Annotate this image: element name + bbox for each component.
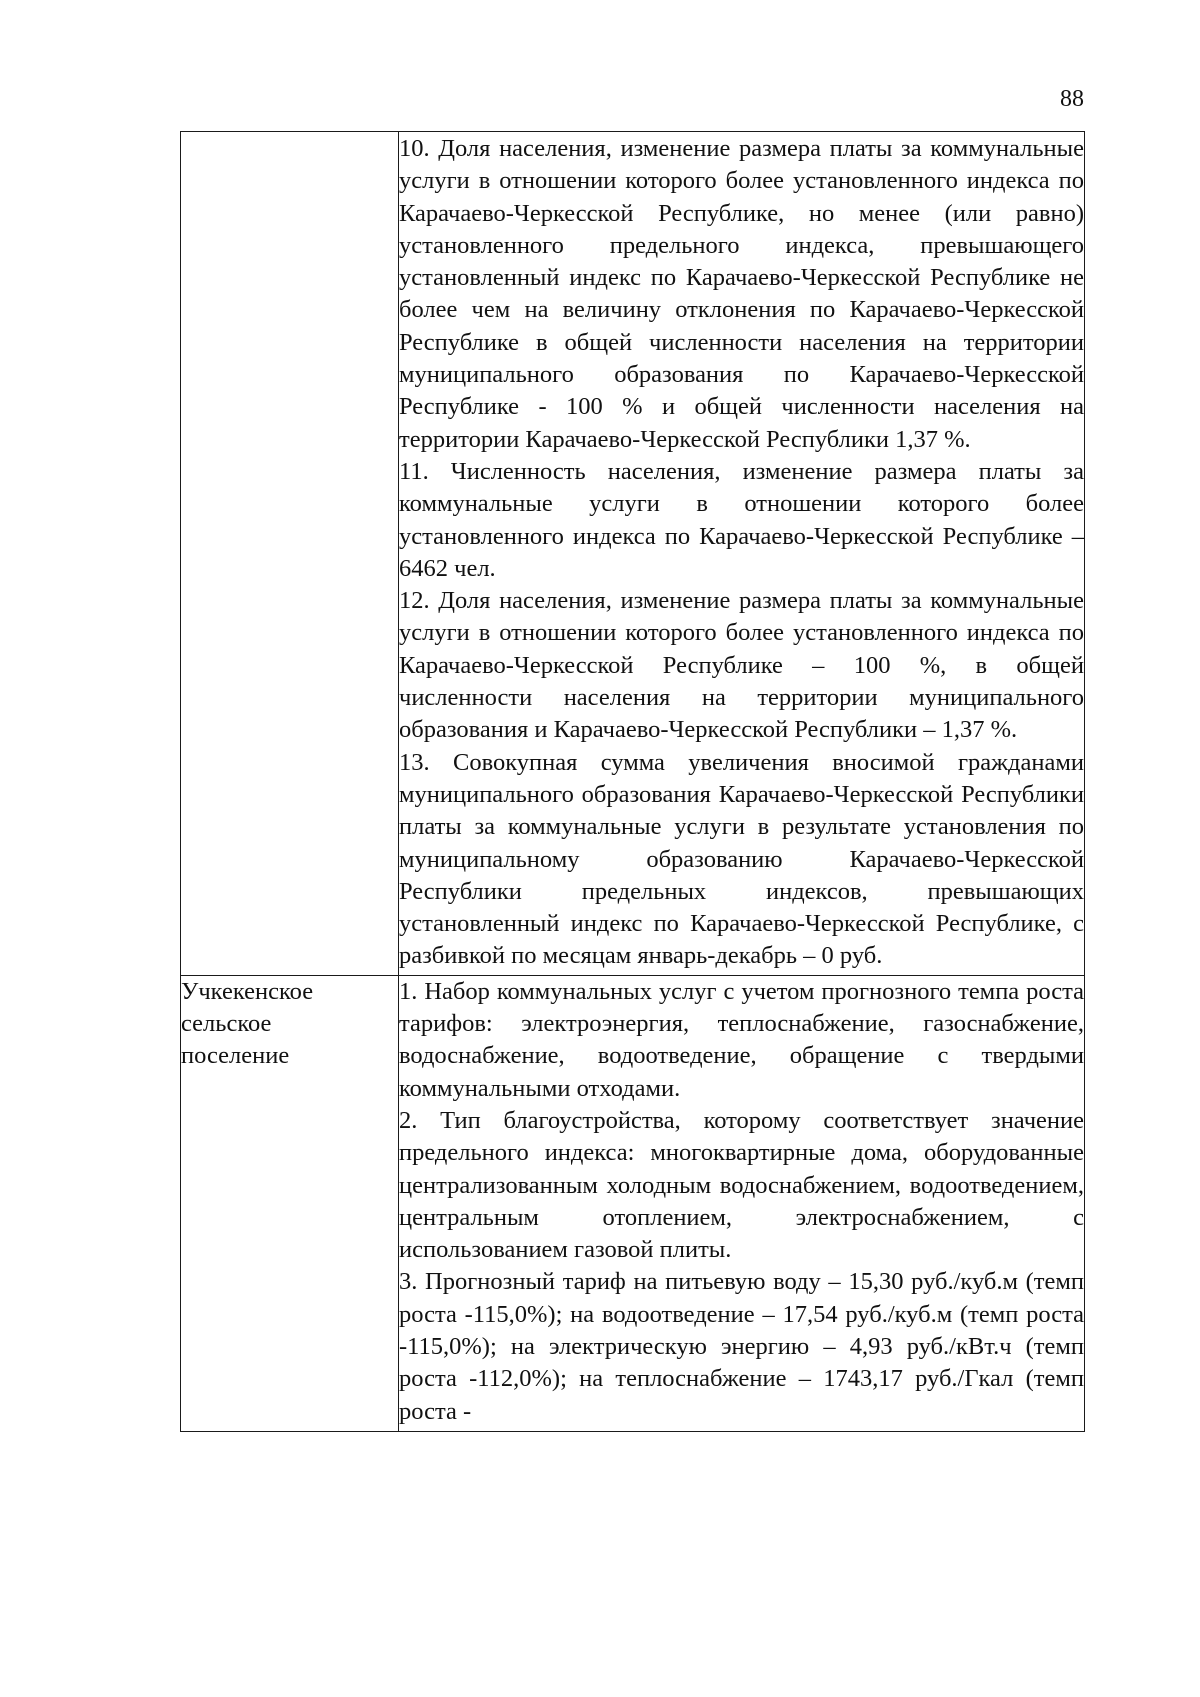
- indicator-paragraph-3: 3. Прогнозный тариф на питьевую воду – 15,30 руб./куб.м (темп роста -115,0%); на водоотведение – 17,54 руб./куб.м (темп роста -115,0%); на электрическую энергию – 4,93 руб./кВт.ч (темп роста -112,0%); на теплоснабжение – 1743,17 руб./Гкал (темп роста -: [399, 1268, 1084, 1425]
- indices-table: [180, 131, 1085, 1432]
- indicators-cell: [399, 132, 1085, 976]
- settlement-name-line: Учкекенское: [181, 977, 314, 1005]
- table-row: [181, 975, 1085, 1431]
- settlement-name-cell: [181, 132, 399, 976]
- indicators-cell: [399, 975, 1085, 1431]
- page-number: 88: [1060, 86, 1084, 112]
- indicator-paragraph-1: 1. Набор коммунальных услуг с учетом прогнозного темпа роста тарифов: электроэнергия, теплоснабжение, газоснабжение, водоснабжение, водоотведение, обращение с твердыми коммунальными отходами.: [399, 977, 1084, 1102]
- settlement-name-cell: [181, 975, 399, 1431]
- table-row: [181, 132, 1085, 976]
- settlement-name-line: поселение: [181, 1042, 290, 1070]
- settlement-name-line: сельское: [181, 1010, 272, 1038]
- indicator-paragraph-10: 10. Доля населения, изменение размера платы за коммунальные услуги в отношении которого более установленного индекса по Карачаево-Черкесской Республике, но менее (или равно) установленного предельного индекса, превышающего установленный индекс по Карачаево-Черкесской Республике не более чем на величину отклонения по Карачаево-Черкесской Республике в общей численности населения на территории муниципального образования по Карачаево-Черкесской Республике - 100 % и общей численности населения на территории Карачаево-Черкесской Республики 1,37 %.: [399, 135, 1084, 453]
- indicator-paragraph-12: 12. Доля населения, изменение размера платы за коммунальные услуги в отношении которого более установленного индекса по Карачаево-Черкесской Республике – 100 %, в общей численности населения на территории муниципального образования и Карачаево-Черкесской Республики – 1,37 %.: [399, 587, 1084, 744]
- indicator-paragraph-13: 13. Совокупная сумма увеличения вносимой гражданами муниципального образования Карачаево-Черкесской Республики платы за коммунальные услуги в результате установления по муниципальному образованию Карачаево-Черкесской Республики предельных индексов, превышающих установленный индекс по Карачаево-Черкесской Республике, с разбивкой по месяцам январь-декабрь – 0 руб.: [399, 748, 1084, 970]
- indicator-paragraph-2: 2. Тип благоустройства, которому соответствует значение предельного индекса: многоквартирные дома, оборудованные централизованным холодным водоснабжением, водоотведением, центральным отоплением, электроснабжением, с использованием газовой плиты.: [399, 1106, 1084, 1264]
- indicator-paragraph-11: 11. Численность населения, изменение размера платы за коммунальные услуги в отношении которого более установленного индекса по Карачаево-Черкесской Республике – 6462 чел.: [399, 457, 1084, 582]
